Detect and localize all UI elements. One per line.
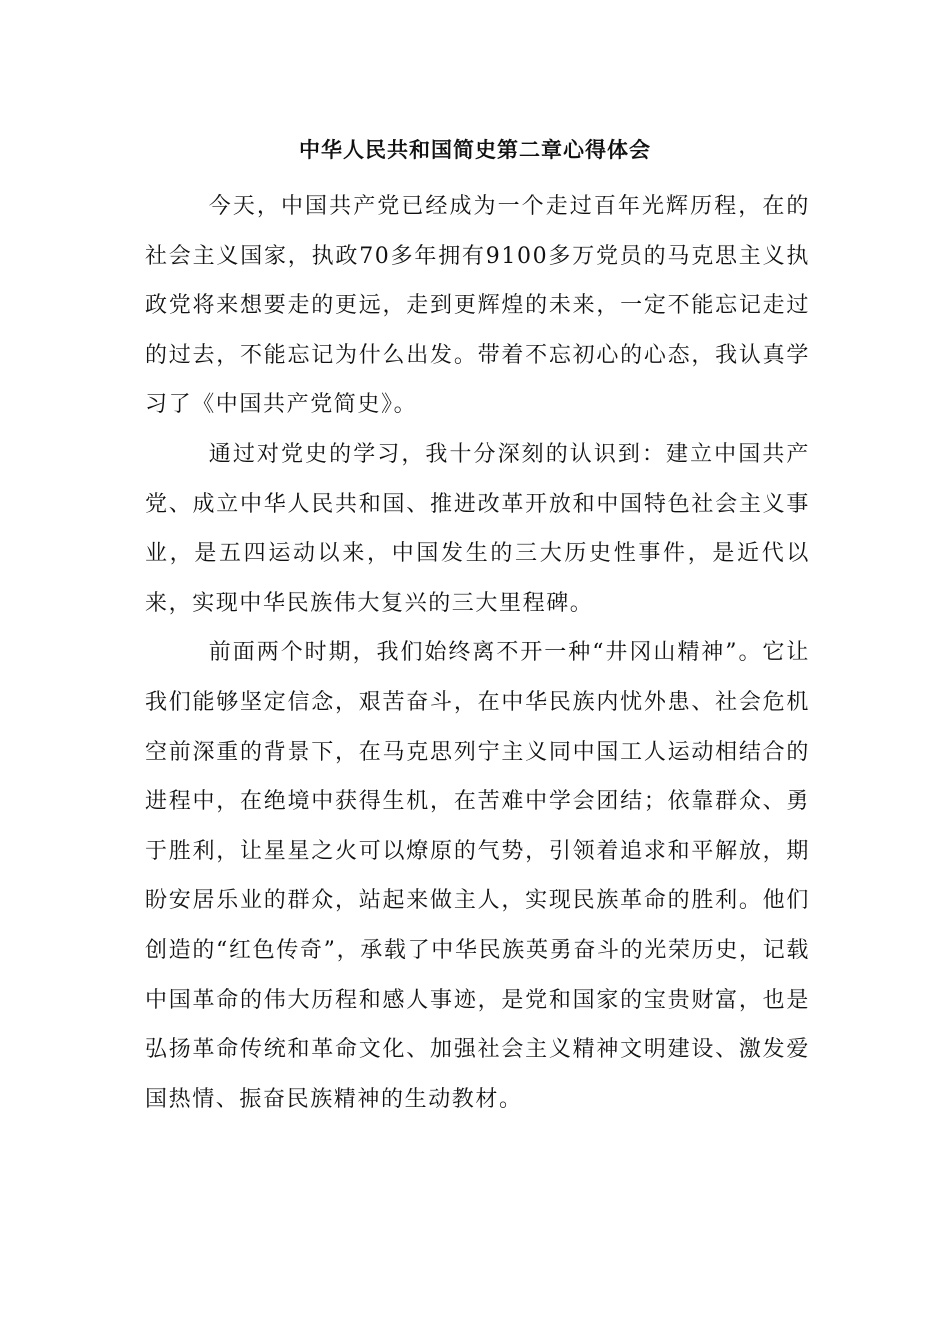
document-body xyxy=(145,182,810,1124)
paragraph-2: 通过对党史的学习，我十分深刻的认识到：建立中国共产党、成立中华人民共和国、推进改革开放和中国特色社会主义事业，是五四运动以来，中国发生的三大历史性事件，是近代以来，实现中华民族伟大复兴的三大里程碑。 xyxy=(145,441,810,616)
paragraph-3: 前面两个时期，我们始终离不开一种“井冈山精神”。它让我们能够坚定信念，艰苦奋斗，在中华民族内忧外患、社会危机空前深重的背景下，在马克思列宁主义同中国工人运动相结合的进程中，在绝境中获得生机，在苦难中学会团结；依靠群众、勇于胜利，让星星之火可以燎原的气势，引领着追求和平解放，期盼安居乐业的群众，站起来做主人，实现民族革命的胜利。他们创造的“红色传奇”，承载了中华民族英勇奋斗的光荣历史，记载中国革命的伟大历程和感人事迹，是党和国家的宝贵财富，也是弘扬革命传统和革命文化、加强社会主义精神文明建设、激发爱国热情、振奋民族精神的生动教材。 xyxy=(145,640,810,1112)
document-title: 中华人民共和国简史第二章心得体会 xyxy=(299,138,651,162)
paragraph-1: 今天，中国共产党已经成为一个走过百年光辉历程，在的社会主义国家，执政70多年拥有9100多万党员的马克思主义执政党将来想要走的更远，走到更辉煌的未来，一定不能忘记走过的过去，不能忘记为什么出发。带着不忘初心的心态，我认真学习了《中国共产党简史》。 xyxy=(145,194,810,418)
